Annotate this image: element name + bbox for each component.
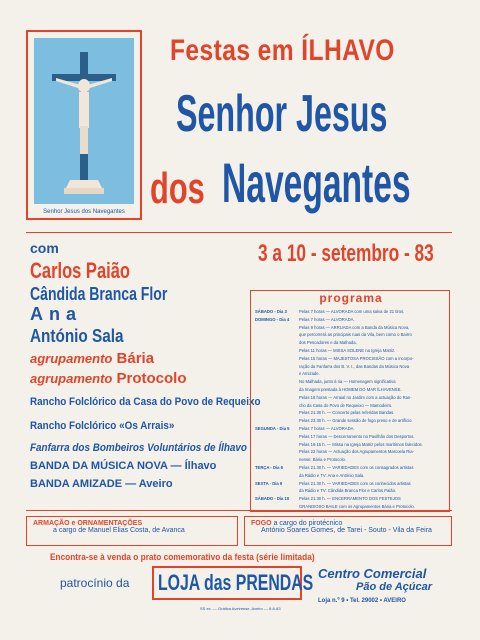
header-divider — [26, 232, 452, 233]
agrupamento-label: agrupamento — [30, 351, 113, 366]
armacao-text: a cargo de Manuel Elias Costa, de Avanca — [53, 527, 185, 534]
fanfarra: Fanfarra dos Bombeiros Voluntários de Ílhavo — [30, 442, 247, 454]
armacao-title: ARMAÇÃO e ORNAMENTAÇÕES — [33, 520, 143, 527]
dos-title: dos — [150, 164, 205, 213]
artist-antonio-sala: António Sala — [30, 326, 124, 346]
programa-text: No Malhada, junto à ria — Homenagem significativa — [299, 379, 396, 385]
programa-text: ração da Fanfarra dos B. V. I., das Bandas da Música Nova — [299, 363, 410, 369]
banda-amizade: BANDA AMIZADE — Aveiro — [30, 478, 173, 490]
programa-text: e Amizade. — [299, 371, 320, 377]
printer-credit: SS ex. — Gráfica Aveirense, Aveiro — 8-8-83 — [200, 606, 281, 611]
rancho-requeixo: Rancho Folclórico da Casa do Povo de Requeixo — [30, 396, 261, 408]
com-label: com — [30, 240, 59, 256]
programa-text: Pelas 22 horas — Actuação dos Agrupamentos Marcoela Ria- — [299, 449, 414, 455]
programa-title: programa — [319, 291, 383, 305]
rancho-arrais: Rancho Folclórico «Os Arrais» — [30, 420, 175, 432]
fogo-title-suffix: a cargo do pirotécnico — [273, 520, 343, 527]
festas-title: Festas em ÍLHAVO — [170, 34, 395, 67]
programa-day: SÁBADO - Dia 10 — [255, 496, 290, 502]
loja-name: LOJA das PRENDAS — [158, 570, 314, 595]
centro-comercial: Centro Comercial — [318, 566, 427, 581]
programa-text: Pelas 18 horas — Arraial no Jardim com a actuação do Ran- — [299, 394, 412, 400]
programa-text: Pelas 21.30 h. — ENCERRAMENTO DOS FESTEJOS — [299, 496, 401, 502]
armacao-box — [26, 516, 238, 546]
agrupamento-label: agrupamento — [30, 371, 113, 386]
programa-text: GRANDIOSO BAILE com os Agrupamentos Bária e Protocolo. — [299, 504, 415, 509]
pao-de-acucar: Pão de Açúcar — [356, 581, 433, 593]
agrupamento-baria — [30, 350, 154, 367]
programa-text: cho da Casa do Povo de Requeixo — Mamodeiro. — [299, 402, 393, 408]
programa-box — [250, 290, 450, 512]
programa-text: Pelas 23.30 h. — Grande sessão de fogo preso e de artifício. — [299, 418, 413, 424]
programa-text: da Imagem prestada à HOMEM DO MAR ÍLHAVENSE. — [299, 387, 402, 392]
programa-day: DOMINGO - Dia 4 — [255, 316, 290, 322]
agrupamento-protocolo — [30, 370, 187, 387]
artist-carlos-paiao: Carlos Paião — [30, 258, 130, 283]
programa-text: Pelas 7 horas — ALVORADA com uma salva de 21 tiros. — [299, 309, 405, 314]
programa-text: Pelas 15 horas — MAJESTOSA PROCISSÃO com a incorpo- — [299, 355, 414, 361]
fogo-box — [244, 516, 452, 546]
programa-text: Pelas 21.30 h. — VARIEDADES com os conhecidos artistas — [299, 480, 411, 486]
programa-day: SÁBADO - Dia 3 — [255, 309, 287, 314]
middle-divider — [26, 510, 452, 511]
programa-text: Pelas 9 horas — ARRUADA com a Banda da Música Nova, — [299, 324, 410, 330]
programa-text: nense: Bária e Protocolo. — [299, 457, 347, 463]
programa-text: da Rádio e TV: Ana e António Sala. — [299, 472, 365, 478]
artist-ana: Ana — [30, 304, 83, 324]
photo-frame — [26, 30, 142, 220]
programa-text: Pelas 7 horas — ALVORADA. — [299, 426, 355, 431]
programa-text: dos Pescadores e da Malhada. — [299, 340, 357, 346]
loja-address: Loja n.º 9 • Tel. 29002 • AVEIRO — [318, 598, 406, 604]
navegantes-title: Navegantes — [222, 151, 411, 214]
photo-caption: Senhor Jesus dos Navegantes — [43, 209, 125, 215]
programa-day: SEXTA - Dia 9 — [255, 480, 283, 486]
programa-day: SEGUNDA - Dia 5 — [255, 426, 290, 431]
programa-text: Pelas 7 horas — ALVORADA. — [299, 316, 355, 322]
programa-text: Pelas 11 horas — MISSA SOLENE na Igreja Matriz. — [299, 348, 396, 353]
programa-text: da Rádio e TV: Cândida Branca Flor e Carlos Paião. — [299, 488, 397, 494]
fogo-title: FOGO — [251, 520, 272, 527]
agrupamento-name: Bária — [116, 350, 155, 367]
senhor-jesus-title: Senhor Jesus — [176, 85, 388, 143]
programa-text: Pelas 17 horas — Descerramento no Pavilhão dos Desportos. — [299, 433, 415, 439]
crucifix-image — [34, 38, 134, 204]
banda-musica-nova: BANDA DA MÚSICA NOVA — Ílhavo — [30, 460, 217, 472]
programa-text: que percorrerá as principais ruas da Vila, bem como o Bairro — [299, 332, 412, 338]
programa-text: Pelas 21.30 h. — Concerto pelas referidas Bandas. — [299, 410, 395, 416]
dates: 3 a 10 - setembro - 83 — [258, 240, 434, 267]
patrocinio-label: patrocínio da — [60, 576, 130, 590]
fogo-text: António Soares Gomes, de Tarei - Souto - Vila da Feira — [261, 527, 432, 534]
programa-text: Pelas 21.30 h. — VARIEDADES com os consagrados artistas — [299, 465, 414, 470]
loja-box — [152, 566, 314, 600]
programa-day: TERÇA - Dia 6 — [255, 465, 283, 470]
artist-candida: Cândida Branca Flor — [30, 284, 168, 304]
programa-text: Pelas 19.15 h. — Missa na Igreja Matriz pelos marítimos falecidos. — [299, 441, 423, 447]
prato-notice: Encontra-se à venda o prato comemorativo da festa (série limitada) — [50, 552, 315, 562]
agrupamento-name: Protocolo — [116, 370, 187, 387]
